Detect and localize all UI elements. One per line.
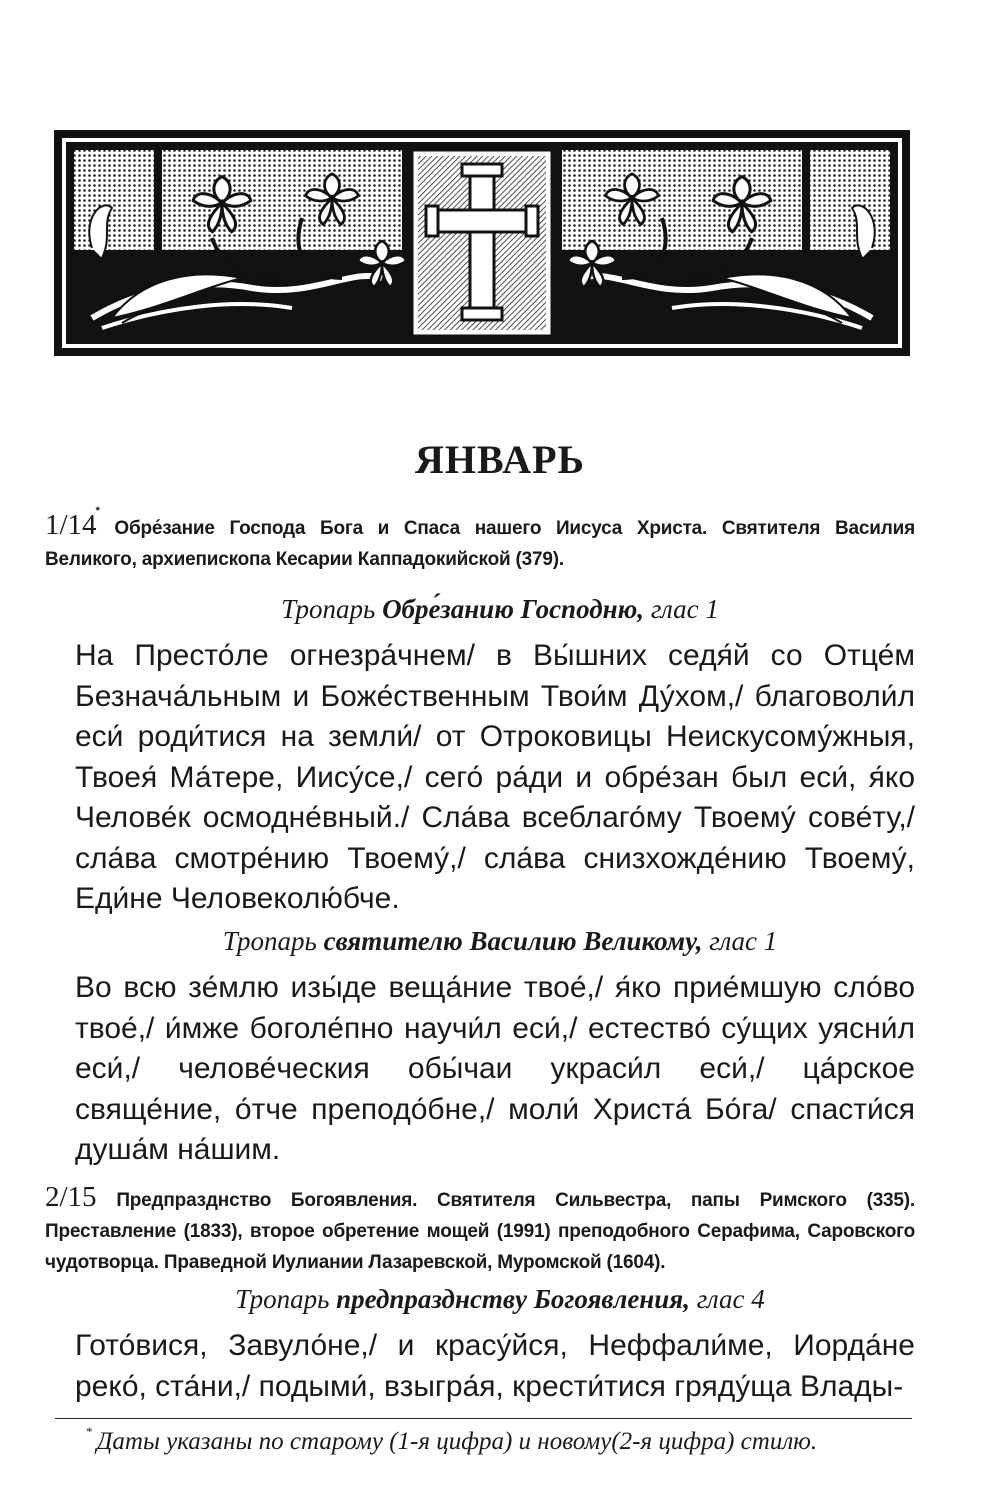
calendar-entry xyxy=(45,1182,915,1278)
calendar-entry xyxy=(45,505,915,575)
footnote-divider xyxy=(55,1418,912,1419)
footnote: * Даты указаны по старому (1-я цифра) и новому(2-я цифра) стилю. xyxy=(86,1424,818,1455)
troparion-title: Тропарь Обре́занию Господню, глас 1 xyxy=(281,594,719,624)
troparion-text: Во всю зе́млю изы́де веща́ние твое́,/ я́ко прие́мшую сло́во твое́,/ и́мже боголе́пно научи́л еси́,/ естество́ су́щих уясни́л еси́,/ челове́ческия обы́чаи украси́л еси́,/ ца́рское свяще́ние, о́тче преподо́бне,/ моли́ Христа́ Бо́га/ спасти́ся душа́м на́шим. xyxy=(75,971,915,1166)
entry-date: 2/15 xyxy=(45,1181,97,1213)
ornament-banner xyxy=(52,128,912,358)
troparion-text: На Престо́ле огнезра́чнем/ в Вы́шних седя́й со Отце́м Безнача́льным и Боже́ственным Твои́м Ду́хом,/ благоволи́л еси́ роди́тися на земли́/ от Отроковицы Неискусому́жныя, Твоея́ Ма́тере, Иису́се,/ сего́ ра́ди и обре́зан был еси́, я́ко Челове́к осмодне́вный./ Сла́ва всеблаго́му Твоему́ сове́ту,/ сла́ва смотре́нию Твоему́,/ сла́ва снизхожде́нию Твоему́, Еди́не Человеколю́бче. xyxy=(75,639,915,915)
entry-date: 1/14 xyxy=(45,509,97,541)
month-heading: ЯНВАРЬ xyxy=(415,437,585,482)
entry-text: Обре́зание Господа Бога и Спаса нашего Иисуса Христа. Святителя Василия Великого, архиепископа Кесарии Каппадокийской (379). xyxy=(45,518,915,570)
troparion-title: Тропарь предпразднству Богоявления, глас 4 xyxy=(235,1284,765,1314)
footnote-marker: * xyxy=(95,505,100,517)
troparion-text: Гото́вися, Завуло́не,/ и красу́йся, Неффали́ме, Иорда́не реко́, ста́ни,/ подыми́, взыгра́я, крести́тися гряду́ща Влады- xyxy=(75,1329,915,1403)
entry-text: Предпразднство Богоявления. Святителя Сильвестра, папы Римского (335). Преставление (1833), второе обретение мощей (1991) преподобного Серафима, Саровского чудотворца. Праведной Иулиании Лазаревской, Муромской (1604). xyxy=(45,1190,915,1273)
troparion-title: Тропарь святителю Василию Великому, глас 1 xyxy=(222,926,778,956)
